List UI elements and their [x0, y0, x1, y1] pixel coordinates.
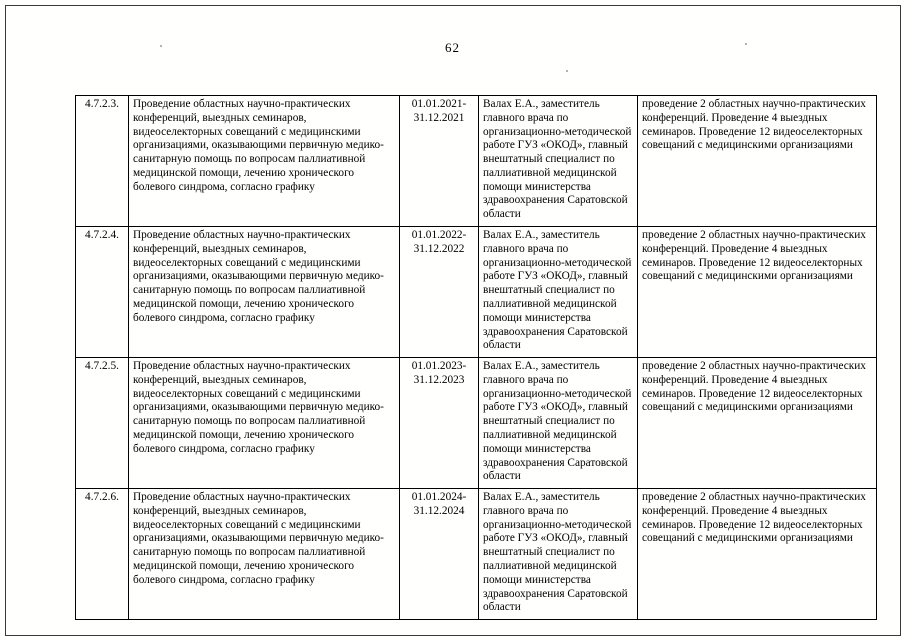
responsible-cell: Валах Е.А., заместитель главного врача по организационно-методической работе ГУЗ «ОКОД», главный внештатный специалист по паллиативной медицинской помощи министерства здравоохранения Саратовской области	[479, 227, 638, 358]
result-cell: проведение 2 областных научно-практических конференций. Проведение 4 выездных семинаров. Проведение 12 видеоселекторных совещаний с медицинскими организациями	[638, 96, 877, 227]
activity-cell: Проведение областных научно-практических конференций, выездных семинаров, видеоселекторных совещаний с медицинскими организациями, оказывающими первичную медико-санитарную помощь по вопросам паллиативной медицинской помощи, лечению хронического болевого синдрома, согласно графику	[129, 227, 400, 358]
table-row	[76, 227, 877, 358]
dates-cell: 01.01.2023- 31.12.2023	[400, 358, 479, 489]
activity-cell: Проведение областных научно-практических конференций, выездных семинаров, видеоселекторных совещаний с медицинскими организациями, оказывающими первичную медико-санитарную помощь по вопросам паллиативной медицинской помощи, лечению хронического болевого синдрома, согласно графику	[129, 489, 400, 620]
responsible-cell: Валах Е.А., заместитель главного врача по организационно-методической работе ГУЗ «ОКОД», главный внештатный специалист по паллиативной медицинской помощи министерства здравоохранения Саратовской области	[479, 489, 638, 620]
activities-table	[75, 95, 877, 620]
responsible-cell: Валах Е.А., заместитель главного врача по организационно-методической работе ГУЗ «ОКОД», главный внештатный специалист по паллиативной медицинской помощи министерства здравоохранения Саратовской области	[479, 358, 638, 489]
responsible-cell: Валах Е.А., заместитель главного врача по организационно-методической работе ГУЗ «ОКОД», главный внештатный специалист по паллиативной медицинской помощи министерства здравоохранения Саратовской области	[479, 96, 638, 227]
result-cell: проведение 2 областных научно-практических конференций. Проведение 4 выездных семинаров. Проведение 12 видеоселекторных совещаний с медицинскими организациями	[638, 358, 877, 489]
result-cell: проведение 2 областных научно-практических конференций. Проведение 4 выездных семинаров. Проведение 12 видеоселекторных совещаний с медицинскими организациями	[638, 227, 877, 358]
dates-cell: 01.01.2024- 31.12.2024	[400, 489, 479, 620]
table-row	[76, 489, 877, 620]
row-number: 4.7.2.5.	[76, 358, 129, 489]
result-cell: проведение 2 областных научно-практических конференций. Проведение 4 выездных семинаров. Проведение 12 видеоселекторных совещаний с медицинскими организациями	[638, 489, 877, 620]
row-number: 4.7.2.6.	[76, 489, 129, 620]
table-row	[76, 358, 877, 489]
activity-cell: Проведение областных научно-практических конференций, выездных семинаров, видеоселекторных совещаний с медицинскими организациями, оказывающими первичную медико-санитарную помощь по вопросам паллиативной медицинской помощи, лечению хронического болевого синдрома, согласно графику	[129, 358, 400, 489]
table-row	[76, 96, 877, 227]
activity-cell: Проведение областных научно-практических конференций, выездных семинаров, видеоселекторных совещаний с медицинскими организациями, оказывающими первичную медико-санитарную помощь по вопросам паллиативной медицинской помощи, лечению хронического болевого синдрома, согласно графику	[129, 96, 400, 227]
dates-cell: 01.01.2022- 31.12.2022	[400, 227, 479, 358]
dates-cell: 01.01.2021- 31.12.2021	[400, 96, 479, 227]
page-number: 62	[445, 40, 460, 55]
scan-speckle	[566, 70, 568, 72]
row-number: 4.7.2.3.	[76, 96, 129, 227]
row-number: 4.7.2.4.	[76, 227, 129, 358]
